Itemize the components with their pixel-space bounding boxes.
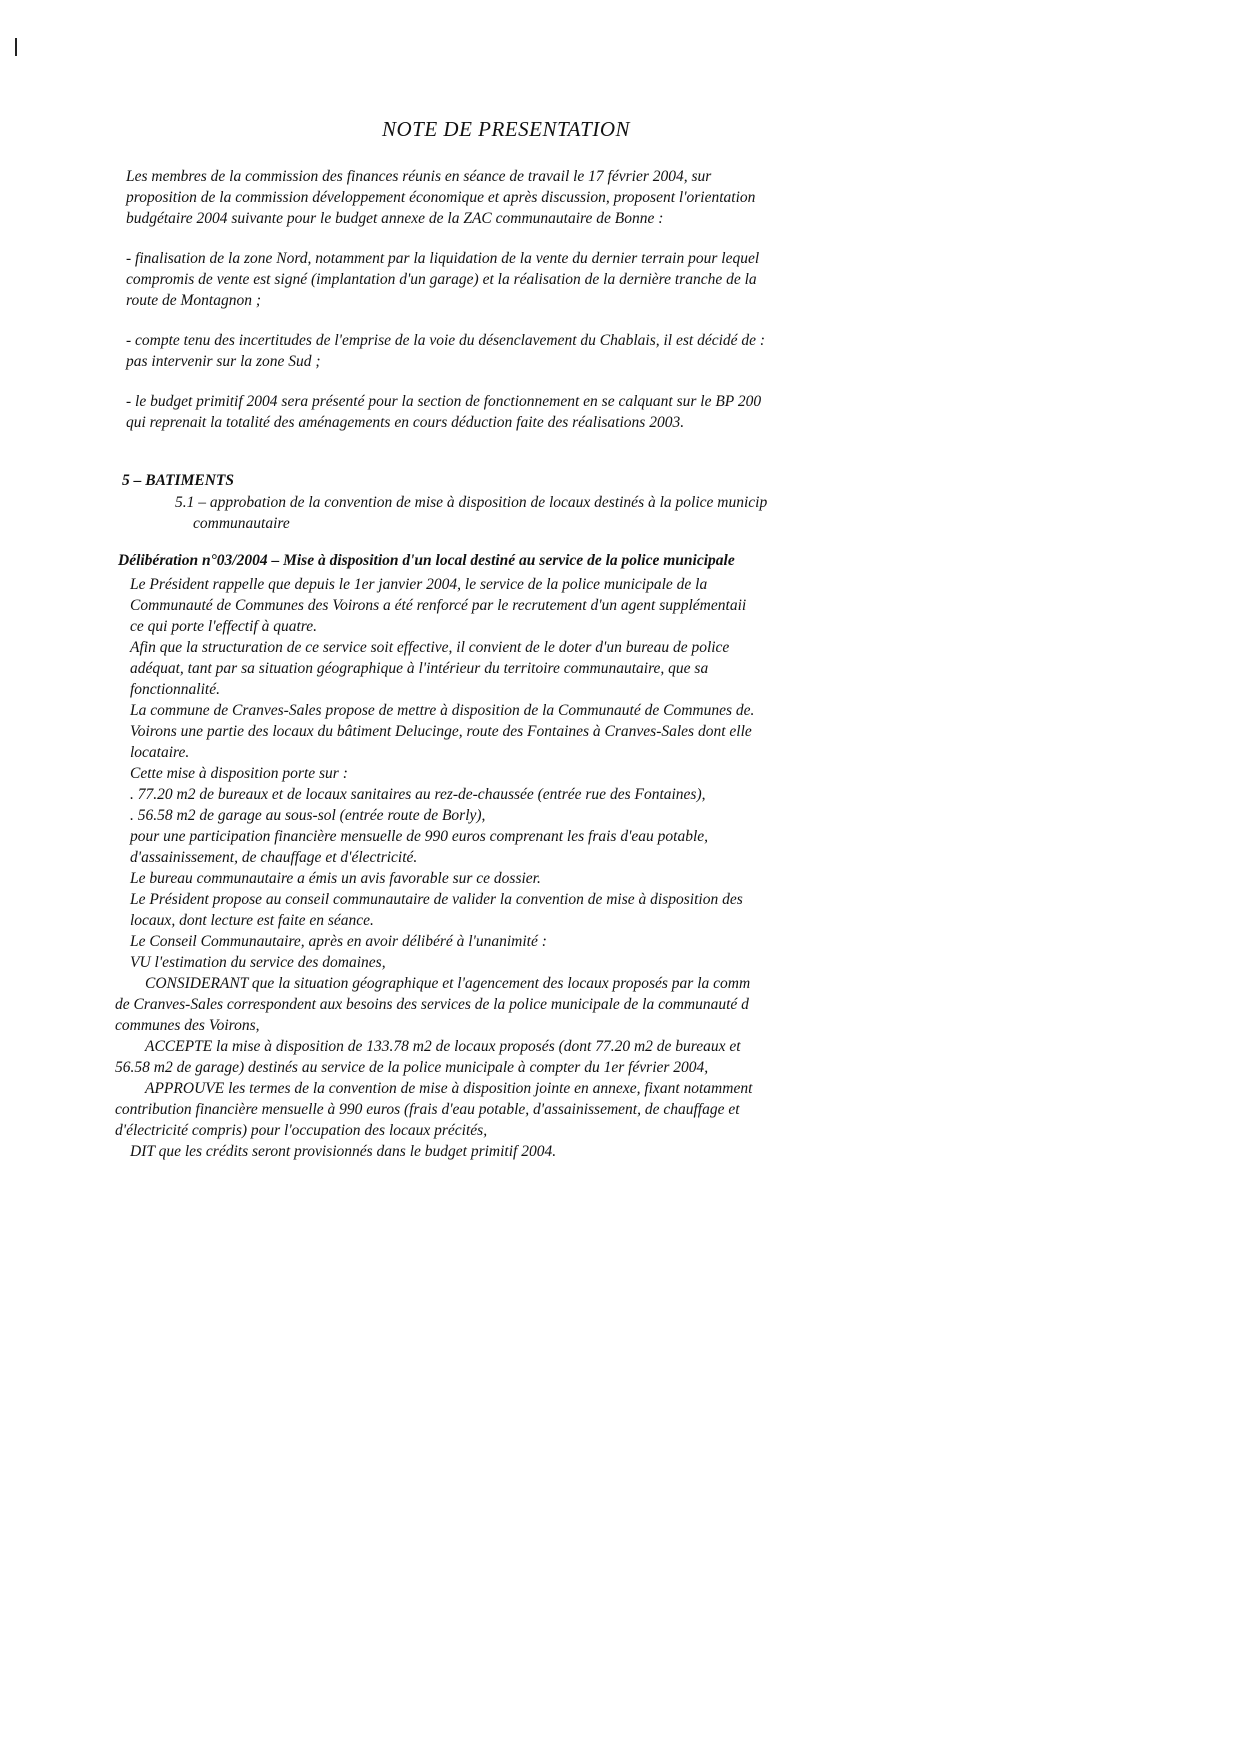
- body-line: Communauté de Communes des Voirons a été renforcé par le recrutement d'un agent supplémentaii: [130, 597, 747, 614]
- body-line: d'électricité compris) pour l'occupation des locaux précités,: [115, 1122, 488, 1139]
- body-line: Afin que la structuration de ce service soit effective, il convient de le doter d'un bureau de police: [130, 639, 730, 656]
- body-line: Le Président propose au conseil communautaire de valider la convention de mise à disposition des: [130, 891, 743, 908]
- body-line: Le bureau communautaire a émis un avis favorable sur ce dossier.: [130, 870, 541, 887]
- section-heading: 5 – BATIMENTS: [122, 472, 234, 489]
- point1-line-2: compromis de vente est signé (implantation d'un garage) et la réalisation de la dernière tranche de la: [126, 271, 757, 288]
- page-title: NOTE DE PRESENTATION: [381, 117, 630, 141]
- body-line: contribution financière mensuelle à 990 euros (frais d'eau potable, d'assainissement, de chauffage et: [115, 1101, 740, 1118]
- deliberation-title: Délibération n°03/2004 – Mise à disposition d'un local destiné au service de la police municipale: [118, 552, 735, 569]
- body-line: Le Conseil Communautaire, après en avoir délibéré à l'unanimité :: [130, 933, 547, 950]
- body-line: adéquat, tant par sa situation géographique à l'intérieur du territoire communautaire, que sa: [130, 660, 709, 677]
- intro-line-3: budgétaire 2004 suivante pour le budget annexe de la ZAC communautaire de Bonne :: [126, 210, 664, 227]
- body-line: d'assainissement, de chauffage et d'électricité.: [130, 849, 418, 866]
- point3-line-1: - le budget primitif 2004 sera présenté pour la section de fonctionnement en se calquant sur le BP 200: [126, 393, 762, 410]
- point1-line-1: - finalisation de la zone Nord, notamment par la liquidation de la vente du dernier terrain pour lequel: [126, 250, 760, 267]
- body-line: Voirons une partie des locaux du bâtiment Delucinge, route des Fontaines à Cranves-Sales dont elle: [130, 723, 752, 740]
- point2-line-2: pas intervenir sur la zone Sud ;: [126, 353, 321, 370]
- body-line: ce qui porte l'effectif à quatre.: [130, 618, 317, 635]
- body-line: . 56.58 m2 de garage au sous-sol (entrée route de Borly),: [130, 807, 486, 824]
- body-line: communes des Voirons,: [115, 1017, 260, 1034]
- point1-line-3: route de Montagnon ;: [126, 292, 262, 309]
- body-line: APPROUVE les termes de la convention de mise à disposition jointe en annexe, fixant notamment: [145, 1080, 753, 1097]
- body-line: VU l'estimation du service des domaines,: [130, 954, 386, 971]
- point3-line-2: qui reprenait la totalité des aménagements en cours déduction faite des réalisations 2003.: [126, 414, 685, 431]
- subsection-line-2: communautaire: [193, 515, 290, 532]
- body-line: de Cranves-Sales correspondent aux besoins des services de la police municipale de la communauté d: [115, 996, 749, 1013]
- body-line: fonctionnalité.: [130, 681, 220, 698]
- body-line: La commune de Cranves-Sales propose de mettre à disposition de la Communauté de Communes de.: [130, 702, 755, 719]
- body-line: pour une participation financière mensuelle de 990 euros comprenant les frais d'eau potable,: [130, 828, 709, 845]
- body-line: . 77.20 m2 de bureaux et de locaux sanitaires au rez-de-chaussée (entrée rue des Fontaines),: [130, 786, 706, 803]
- scan-mark: [15, 38, 17, 56]
- body-line: ACCEPTE la mise à disposition de 133.78 m2 de locaux proposés (dont 77.20 m2 de bureaux et: [145, 1038, 741, 1055]
- body-line: Le Président rappelle que depuis le 1er janvier 2004, le service de la police municipale de la: [130, 576, 708, 593]
- body-line: locaux, dont lecture est faite en séance.: [130, 912, 374, 929]
- body-line: CONSIDERANT que la situation géographique et l'agencement des locaux proposés par la comm: [145, 975, 751, 992]
- intro-line-1: Les membres de la commission des finances réunis en séance de travail le 17 février 2004, sur: [126, 168, 712, 185]
- body-line: locataire.: [130, 744, 190, 761]
- body-line: 56.58 m2 de garage) destinés au service de la police municipale à compter du 1er février 2004,: [115, 1059, 709, 1076]
- subsection-line-1: 5.1 – approbation de la convention de mise à disposition de locaux destinés à la police municip: [175, 494, 768, 511]
- body-line: Cette mise à disposition porte sur :: [130, 765, 348, 782]
- body-line: DIT que les crédits seront provisionnés dans le budget primitif 2004.: [130, 1143, 557, 1160]
- point2-line-1: - compte tenu des incertitudes de l'emprise de la voie du désenclavement du Chablais, il est décidé de :: [126, 332, 766, 349]
- intro-line-2: proposition de la commission développement économique et après discussion, proposent l'orientation: [126, 189, 756, 206]
